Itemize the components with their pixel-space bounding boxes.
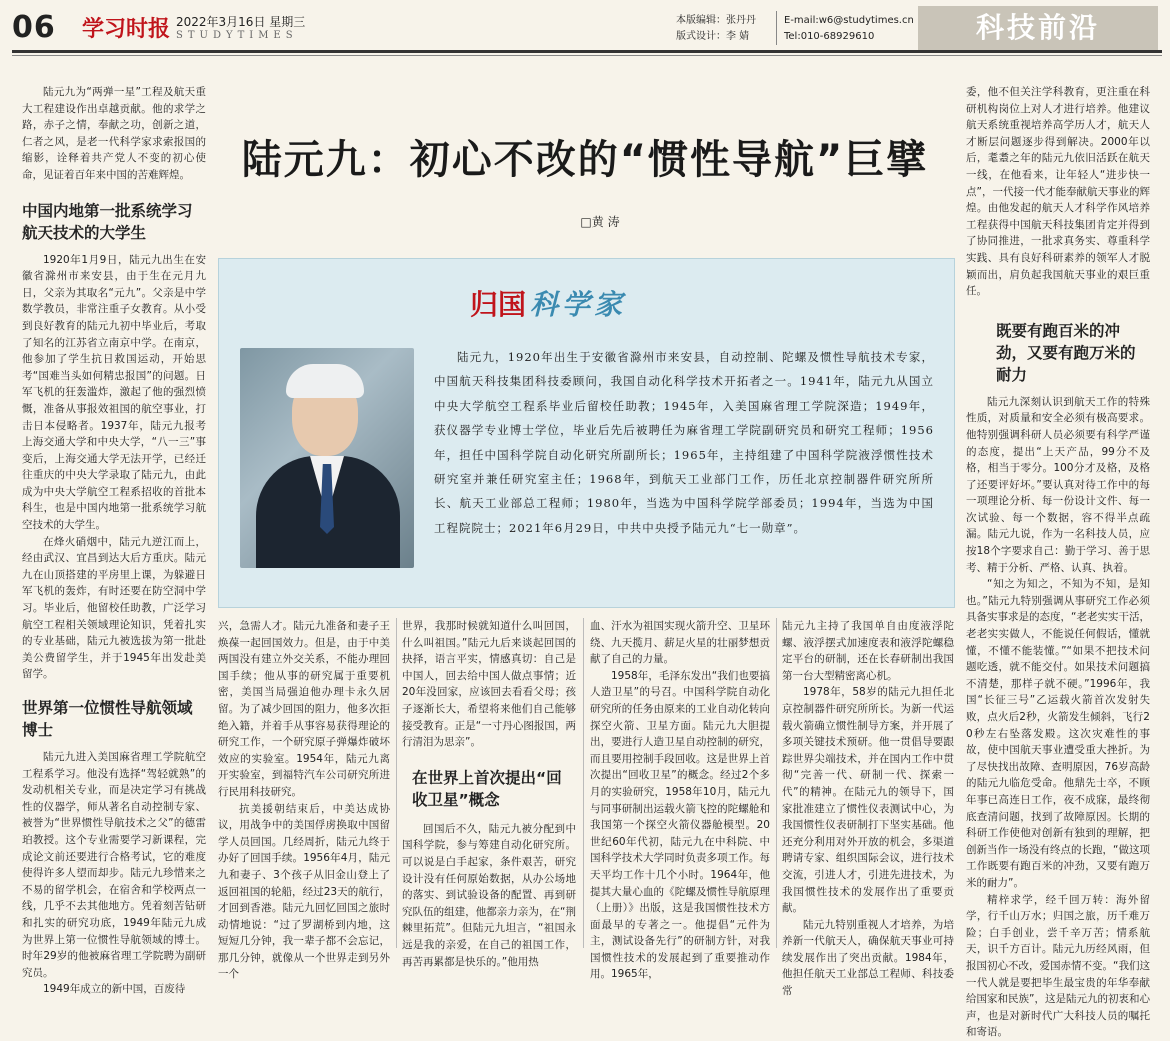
issue-date: 2022年3月16日 星期三	[176, 15, 306, 29]
column-divider	[776, 618, 777, 948]
paragraph: 在烽火硝烟中，陆元九逆江而上，经由武汉、宜昌到达大后方重庆。陆元九在山顶搭建的平房里上课，为躲避日军飞机的轰炸，有时还要在防空洞中学习。毕业后，他留校任助教，广泛学习航空工程相关领域理论知识，凭着扎实的专业基础，陆元九被选拔为第一批赴美公费留学生，并于1945年出发赴美留学。	[22, 535, 206, 681]
subheading-1: 中国内地第一批系统学习航天技术的大学生	[22, 201, 193, 242]
paragraph: 陆元九特别重视人才培养，为培养新一代航天人，确保航天事业可持续发展作出了突出贡献。1984年，他担任航天工业部总工程师、科技委常	[782, 918, 954, 998]
paragraph: 抗美援朝结束后，中美达成协议，用战争中的美国俘虏换取中国留学人员回国。几经周折，陆元九终于办好了回国手续。1956年4月，陆元九和妻子、3个孩子从旧金山登上了返回祖国的轮船，经过23天的航行，才回到香港。陆元九回忆回国之旅时动情地说：“过了罗湖桥到内地，这短短几分钟，我一辈子都不会忘记，那几分钟，就像从一个世界走到另外一个	[218, 802, 390, 981]
profile-bio-text: 陆元九，1920年出生于安徽省滁州市来安县，自动控制、陀螺及惯性导航技术专家，中国航天科技集团科技委顾问，我国自动化科学技术开拓者之一。1941年，陆元九从国立中央大学航空工程系毕业后留校任助教；1945年，入美国麻省理工学院深造；1949年，获仪器学专业博士学位，毕业后先后被聘任为麻省理工学院副研究员和研究工程师；1956年，担任中国科学院自动化研究所副所长；1965年，主持组建了中国科学院液浮惯性技术研究室并兼任研究室主任；1968年，到航天工业部门工作，历任北京控制器件研究所所长、航天工业部总工程师；1980年，当选为中国科学院学部委员；1994年，当选为中国工程院院士；2021年6月29日，中共中央授予陆元九“七一勋章”。	[434, 350, 934, 535]
profile-box-title	[470, 283, 626, 323]
profile-title-sub: 科学家	[530, 288, 627, 321]
page-number: 06	[12, 10, 56, 45]
column-divider	[583, 618, 584, 948]
paragraph: 血、汗水为祖国实现火箭升空、卫星环绕、九天揽月、薪足火星的壮丽梦想贡献了自己的力量。	[590, 620, 770, 666]
article-column-1	[22, 84, 206, 998]
paragraph: 1958年，毛泽东发出“我们也要搞人造卫星”的号召。中国科学院自动化研究所的任务由原来的工业自动化转向探空火箭、卫星方面。陆元九大胆提出，要进行人造卫星自动控制的研究，而且要用控制手段回收。这是世界上首次提出“回收卫星”的概念。经过2个多月的实验研究，1958年10月，陆元九与同事研制出运载火箭飞控的陀螺舱和我国第一个探空火箭仪器舱模型。20世纪60年代初，陆元九在中科院、中国科学技术大学同时负责多项工作。每天平均工作十几个小时。1964年，他提其大量心血的《陀螺及惯性导航原理（上册）》出版，这是我国惯性技术方面最早的专著之一。他提倡“元件为主，测试设备先行”的研制方针，对我国惯性技术的发展起到了重要推动作用。1965年，	[590, 669, 770, 981]
editor-name: 本版编辑：张丹丹	[676, 15, 756, 26]
paragraph: 兴，急需人才。陆元九准备和妻子王焕葆一起回国效力。但是，由于中美两国没有建立外交关系，不能办理回国手续；他从事的研究属于重要机密，美国当局强迫他办理卡永久居留。为了减少回国的阻力，他多次拒绝入籍，并着手从事容易获得理论的研究工作，一个研究原子弹爆炸破坏效应的实验室。1954年，陆元九离开实验室，到福特汽车公司研究所进行民用科技研究。	[218, 620, 390, 798]
contact-info	[784, 13, 914, 45]
header-rule-thin	[12, 55, 1162, 56]
paragraph: 1949年成立的新中国，百废待	[43, 983, 186, 996]
article-column-3	[402, 618, 576, 970]
article-column-4	[590, 618, 770, 983]
header-divider	[776, 11, 777, 45]
article-author: □黄 涛	[580, 215, 620, 229]
paragraph: 回国后不久，陆元九被分配到中国科学院，参与筹建自动化研究所。可以说是白手起家，条件艰苦，研究设计没有任何原始数据，从办公场地的落实、到试验设备的配置、再到研究队伍的组建，他都亲力亲为，在“荆棘里拓荒”。但陆元九坦言，“祖国永远是我的亲爱，在自己的祖国工作，再苦再累都是快乐的。”他用热	[402, 822, 576, 968]
paragraph: “知之为知之，不知为不知，是知也。”陆元九特别强调从事研究工作必须具备实事求是的态度，“老老实实干活，老老实实做人，不能说任何假话，懂就懂，不懂不能装懂。”“如果不把技术问题吃透，就不能交付。如果技术问题搞不清楚，那样子就不硬。”1996年，我国“长征三号”乙运载火箭首次发射失败，点火后2秒，火箭发生倾斜，飞行20秒左右坠落发殿。这次灾难性的事故，使中国航天事业遭受重大挫折。为了尽快找出故障、查明原因，76岁高龄的陆元九临危受命。他鼎先士卒，不顾年事已高连日工作，夜不成寐，最终彻底查清问题，找到了故障原因。长期的科研工作使他对创新有独到的理解，把创新当作一场没有终点的长跑，“做这项工作既要有跑百米的冲劲，又要有跑万米的耐力”。	[966, 578, 1150, 889]
intro-paragraph: 陆元九为“两弹一星”工程及航天重大工程建设作出卓越贡献。他的求学之路，赤子之情，奉献之功，创新之道，仁者之风，是老一代科学家求索报国的缩影，诠释着共产党人不变的初心使命，见证着百年来中国的苦难辉煌。	[22, 86, 206, 181]
subheading-4: 既要有跑百米的冲劲，又要有跑万米的耐力	[996, 321, 1136, 384]
paragraph: 世界，我那时候就知道什么叫回国，什么叫祖国。”陆元九后来谈起回国的抉择，语言平实，情感真切：自己是中国人，回去给中国人做点事情；近20年没回家，应该回去看看父母；孩子逐渐长大，希望将来他们自己能够接受教育。正是“一寸丹心图报国，两行清泪为思亲”。	[402, 620, 576, 749]
section-banner	[918, 6, 1158, 50]
paragraph: 陆元九进入美国麻省理工学院航空工程系学习。他没有选择“驾轻就熟”的发动机相关专业，而是决定学习有挑战性的仪器学，师从著名自动控制专家、被誉为“世界惯性导航技术之父”的德雷珀教授。这个专业需要学习新课程，完成论文前还要进行合格考试，它的难度使得许多人望而却步。陆元九珍惜来之不易的留学机会，在宿舍和学校两点一线，几乎不去其他地方。凭着刻苦钻研和扎实的研究功底，1949年陆元九成为世界上第一位惯性导航领域的博士。时年29岁的他被麻省理工学院聘为副研究员。	[22, 751, 206, 979]
contact-tel: Tel:010-68929610	[784, 31, 875, 42]
section-title: 科技前沿	[975, 11, 1100, 44]
subheading-3: 在世界上首次提出“回收卫星”概念	[412, 768, 562, 809]
article-column-5	[782, 618, 954, 1000]
profile-title-main: 归国	[470, 288, 527, 321]
article-headline: 陆元九：初心不改的“惯性导航”巨擘	[241, 137, 929, 183]
article-column-6	[966, 84, 1150, 1041]
contact-email: E-mail:w6@studytimes.cn	[784, 15, 914, 26]
paragraph: 委，他不但关注学科教育，更注重在科研机构岗位上对人才进行培养。他建议航天系统重视培养高学历人才，航天人才断层问题逐步得到解决。2000年以后，耄耋之年的陆元九依旧活跃在航天一线，在他看来，让年轻人“进步快一点”，一代接一代才能奉献航天事业的辉煌。由他发起的航天人才科学作风培养工程获得中国航天科技集团肯定并得到了协同推进，一批求真务实、尊重科学实践、具有良好科研素养的领军人才脱颖而出，肩负起我国航天事业的艰巨重任。	[966, 86, 1150, 298]
profile-bio	[434, 345, 934, 540]
column-divider	[396, 618, 397, 948]
paragraph: 精梓求学，经千回万转：海外留学，行千山万水；归国之旅，历千难万险；白手创业，尝千辛万苦；情系航天，识千方百计。陆元九历经风雨，但报国初心不改，爱国赤情不变。“我们这一代人就是要把毕生最宝贵的年华奉献给国家和民族”，这是陆元九的初衷和心声，也是对新时代广大科技人员的嘱托和寄语。	[966, 893, 1150, 1039]
paragraph: 1920年1月9日，陆元九出生在安徽省滁州市来安县，由于生在元月九日，父亲为其取名“元九”。父亲是中学数学教员，非常注重子女教育。从小受到良好教育的陆元九初中毕业后，考取了知名的江苏省立南京中学。在南京，他参加了学生抗日救国运动，开始思考“国难当头如何精忠报国”的问题。日军飞机的狂轰滥炸，激起了他的强烈愤慨，准备从事报效祖国的航空事业，打击日本侵略者。1937年，陆元九报考上海交通大学和中央大学，“八一三”事变后，上海交通大学无法开学，已经迁往重庆的中央大学录取了陆元九，由此成为中央大学航空工程系招收的首批本科生，也是中国内地第一批系统学习航空技术的大学生。	[22, 253, 206, 532]
header-rule	[12, 50, 1162, 53]
logo-english: STUDYTIMES	[176, 30, 298, 41]
article-column-2	[218, 618, 390, 983]
subheading-2: 世界第一位惯性导航领域博士	[22, 699, 193, 739]
editor-credits	[676, 13, 786, 45]
portrait-photo	[240, 348, 414, 568]
paragraph: 陆元九深刻认识到航天工作的特殊性质，对质量和安全必须有极高要求。他特别强调科研人员必须要有科学严谨的态度，提出“上天产品，99分不及格，相当于零分。100分才及格，及格了还要评好坏。”要认真对待工作中的每一项理论分析、每一份设计文件、每一次试验、每一个数据，容不得半点疏漏。陆元九说，作为一名科技人员，应按18个字要求自己：勤于学习、善于思考、精于分析、严格、认真、执着。	[966, 395, 1150, 574]
designer-name: 版式设计：李 婧	[676, 31, 750, 42]
paragraph: 陆元九主持了我国单自由度液浮陀螺、液浮摆式加速度表和液浮陀螺稳定平台的研制，还在长春研制出我国第一台大型精密离心机。	[782, 620, 954, 682]
newspaper-logo: 学习时报	[82, 16, 171, 42]
paragraph: 1978年，58岁的陆元九担任北京控制器件研究所所长。为新一代运载火箭确立惯性制导方案，并开展了多项关键技术预研。他一贯倡导要跟踪世界尖端技术，并在国内工作中贯彻“完善一代、研制一代、探索一代”的精神。在陆元九的领导下，国家批准建立了惯性仪表测试中心，为我国惯性仪表研制打下坚实基础。他还充分利用对外开放的机会，多渠道聘请专家、组织国际会议，进行技术交流，引进人才，引进先进技术，为我国惯性技术的发展作出了重要贡献。	[782, 686, 954, 915]
